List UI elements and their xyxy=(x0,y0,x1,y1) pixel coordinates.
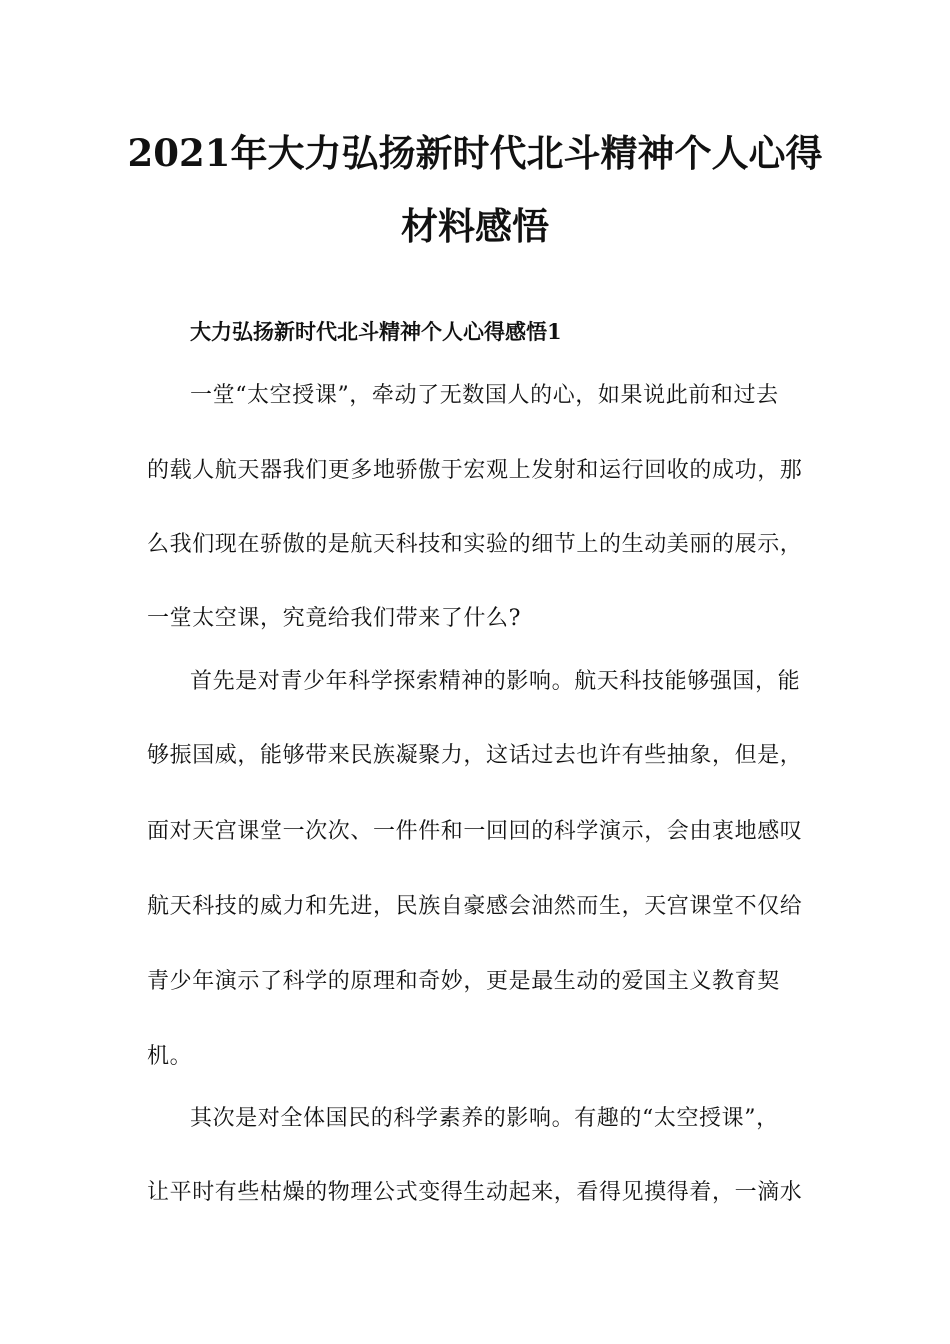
paragraph-line: 面对天宫课堂一次次、一件件和一回回的科学演示，会由衷地感叹 xyxy=(147,819,803,844)
paragraph-line: 其次是对全体国民的科学素养的影响。有趣的“太空授课”， xyxy=(190,1106,779,1131)
paragraph-line: 青少年演示了科学的原理和奇妙，更是最生动的爱国主义教育契 xyxy=(147,969,780,994)
paragraph-line: 让平时有些枯燥的物理公式变得生动起来，看得见摸得着，一滴水 xyxy=(147,1180,803,1205)
paragraph-line: 机。 xyxy=(147,1044,193,1069)
document-title-line-2: 材料感悟 xyxy=(401,204,549,248)
paragraph-line: 一堂“太空授课”，牵动了无数国人的心，如果说此前和过去 xyxy=(190,383,779,408)
paragraph-line: 么我们现在骄傲的是航天科技和实验的细节上的生动美丽的展示， xyxy=(147,532,803,557)
section-heading: 大力弘扬新时代北斗精神个人心得感悟1 xyxy=(190,319,562,344)
paragraph-line: 够振国威，能够带来民族凝聚力，这话过去也许有些抽象，但是， xyxy=(147,743,803,768)
paragraph-line: 航天科技的威力和先进，民族自豪感会油然而生，天宫课堂不仅给 xyxy=(147,894,803,919)
paragraph-line: 一堂太空课，究竟给我们带来了什么? xyxy=(147,606,521,631)
paragraph-line: 首先是对青少年科学探索精神的影响。航天科技能够强国，能 xyxy=(190,669,801,694)
document-title-line-1: 2021年大力弘扬新时代北斗精神个人心得 xyxy=(127,131,823,175)
paragraph-line: 的载人航天器我们更多地骄傲于宏观上发射和运行回收的成功，那 xyxy=(147,458,803,483)
